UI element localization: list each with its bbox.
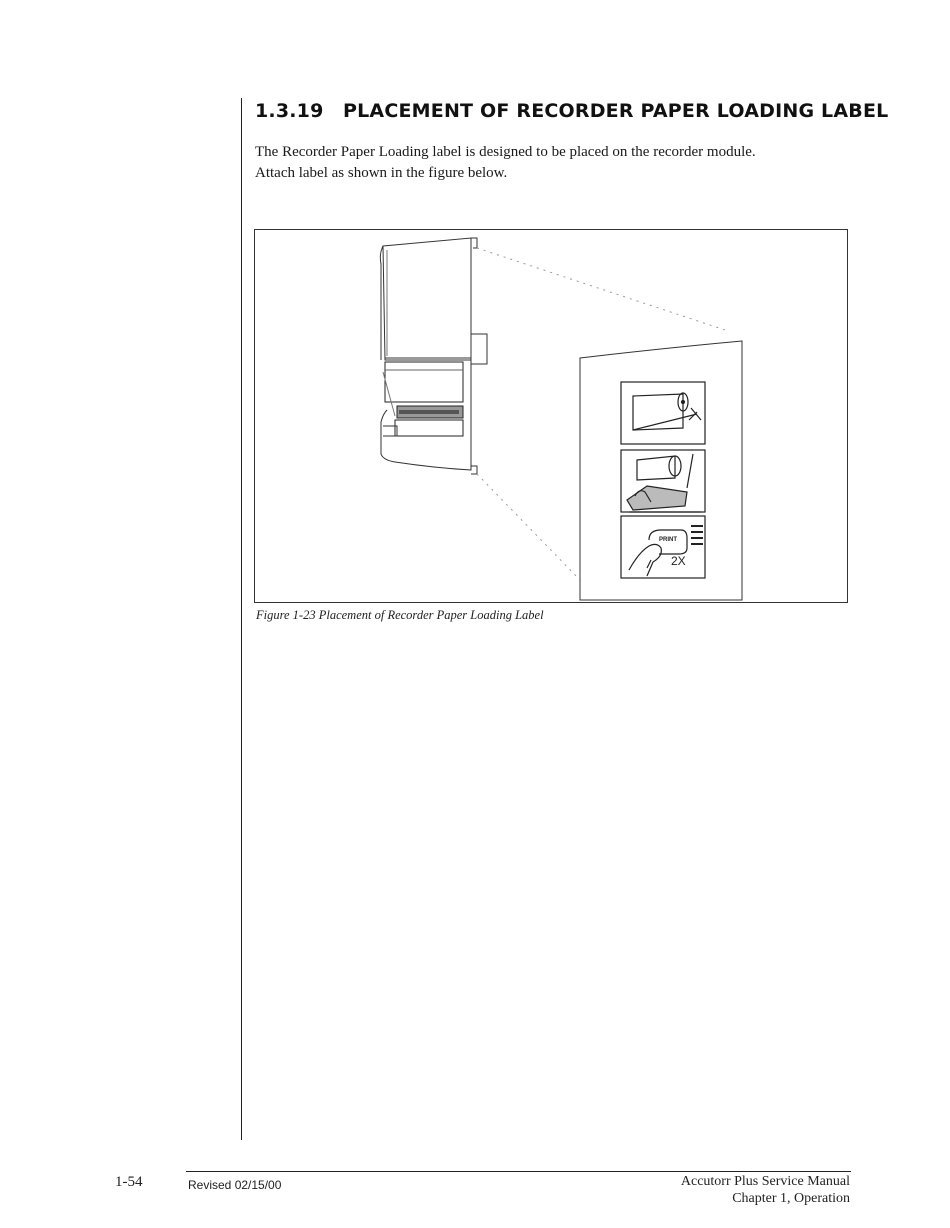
manual-title: Accutorr Plus Service Manual	[680, 1174, 850, 1189]
manual-info	[681, 1173, 850, 1207]
intro-paragraph	[255, 142, 825, 184]
loading-label-panel	[580, 341, 742, 600]
print-button-label: PRINT	[659, 537, 677, 543]
page-number: 1-54	[115, 1174, 143, 1190]
section-title: PLACEMENT OF RECORDER PAPER LOADING LABEL	[343, 100, 889, 122]
revision-date: Revised 02/15/00	[188, 1178, 282, 1192]
figure-caption: Figure 1-23 Placement of Recorder Paper Loading Label	[256, 608, 544, 622]
repeat-count-label: 2X	[671, 554, 686, 568]
figure-frame	[254, 229, 848, 603]
step-2-insert-paper	[621, 450, 705, 512]
left-margin-rule	[241, 98, 242, 1140]
recorder-label-illustration	[255, 230, 849, 604]
intro-line-2: Attach label as shown in the figure below.	[255, 165, 508, 181]
recorder-module-drawing	[380, 238, 487, 474]
step-1-paper-roll-cut	[621, 382, 705, 444]
step-3-press-print	[621, 516, 705, 578]
chapter-label: Chapter 1, Operation	[732, 1191, 850, 1206]
footer-rule	[186, 1171, 851, 1172]
placement-guide-lines	[477, 248, 725, 580]
section-number: 1.3.19	[255, 100, 324, 122]
section-heading	[255, 100, 888, 122]
intro-line-1: The Recorder Paper Loading label is designed to be placed on the recorder module.	[255, 144, 756, 160]
